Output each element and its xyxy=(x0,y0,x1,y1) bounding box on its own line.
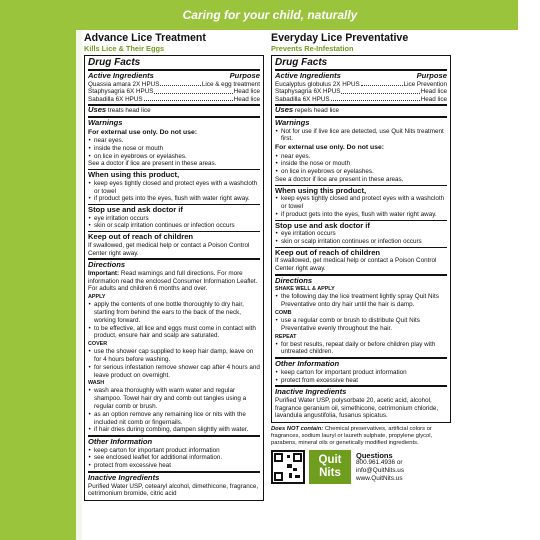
left-light-strip xyxy=(76,30,82,540)
list-item: • use a regular comb or brush to distribute Quit Nits Preventative evenly throughout the hair. xyxy=(275,317,447,333)
ingredient-row: Staphysagria 6X HPUS Head lice xyxy=(88,88,260,96)
product-title: Advance Lice Treatment xyxy=(84,32,206,44)
quit-nits-logo: Quit Nits xyxy=(309,450,351,484)
questions-label: Questions xyxy=(356,450,393,460)
right-margin xyxy=(518,0,540,540)
comb-label: COMB xyxy=(275,310,292,317)
drug-facts-heading: Drug Facts xyxy=(88,57,260,71)
keep-out-heading: Keep out of reach of children xyxy=(88,232,194,242)
keep-out-text: If swallowed, get medical help or contact a Poison Control Center right away. xyxy=(88,241,250,257)
uses-section: Uses treats head lice xyxy=(88,105,151,115)
list-item: • inside the nose or mouth xyxy=(88,145,260,153)
ingredient-row: Sabadilla 6X HPUS Head lice xyxy=(88,95,260,103)
qr-code xyxy=(271,450,305,484)
product-title: Everyday Lice Preventative xyxy=(271,32,409,44)
ingredient-row: Sabadilla 6X HPUS Head lice xyxy=(275,95,447,103)
when-using-heading: When using this product, xyxy=(88,170,180,180)
see-doctor-note: See a doctor if lice are present in these areas. xyxy=(88,160,217,168)
list-item: • inside the nose or mouth xyxy=(275,160,447,168)
ingredient-row: Quassia amara 2X HPUS Lice & egg treatment xyxy=(88,80,260,88)
cover-label: COVER xyxy=(88,341,108,348)
list-item: • if product gets into the eyes, flush with water right away. xyxy=(275,211,447,219)
list-item: • apply the contents of one bottle thoroughly to dry hair, starting from behind the ears to the back of the neck, working forward. xyxy=(88,301,260,324)
list-item: • skin or scalp irritation continues or infection occurs xyxy=(88,222,260,230)
stop-use-heading: Stop use and ask doctor if xyxy=(88,205,183,215)
treatment-column xyxy=(84,33,264,501)
inactive-text: Purified Water USP, cetearyl alcohol, dimethicone, fragrance, cetrimonium bromide, citric acid xyxy=(88,482,259,498)
stop-use-heading: Stop use and ask doctor if xyxy=(275,220,370,230)
list-item: • if hair dries during combing, dampen slightly with water. xyxy=(88,426,260,434)
inactive-heading: Inactive Ingredients xyxy=(88,473,160,483)
brand-footer xyxy=(271,450,451,484)
external-use-note: For external use only. Do not use: xyxy=(275,144,385,152)
drug-facts-heading: Drug Facts xyxy=(275,57,447,71)
list-item: • protect from excessive heat xyxy=(275,377,447,385)
preventative-column xyxy=(271,33,451,484)
list-item: • for serious infestation remove shower cap after 4 hours and leave product on overnight. xyxy=(88,364,260,380)
does-not-contain-note: Does NOT contain: Chemical preservatives, artificial colors or fragrances, sodium lauryl or laureth sulphate, propylene glycol, parabens, mineral oils or genetically modified ingredients. xyxy=(271,426,433,447)
tagline: Caring for your child, naturally xyxy=(182,8,358,22)
email-address: info@QuitNits.us xyxy=(356,467,405,475)
keep-out-heading: Keep out of reach of children xyxy=(275,247,381,257)
list-item: • Not for use if live lice are detected, use Quit Nits treatment first. xyxy=(275,128,447,144)
ingredient-row: Staphysagria 6X HPUS Head lice xyxy=(275,88,447,96)
warnings-heading: Warnings xyxy=(275,118,310,128)
list-item: • see enclosed leaflet for additional information. xyxy=(88,454,260,462)
purpose-heading: Purpose xyxy=(229,71,260,80)
list-item: • if product gets into the eyes, flush with water right away. xyxy=(88,195,260,203)
directions-important: Important: Read warnings and full directions. For more information read the enclosed Consumer Information Leaflet. For adults and children 6 months and over. xyxy=(88,269,258,293)
list-item: • wash area thoroughly with warm water and regular shampoo. Towel hair dry and comb out tangles using a regular comb or brush. xyxy=(88,387,260,410)
ingredient-row: Eucalyptus globulus 2X HPUS Lice Prevention xyxy=(275,80,447,88)
active-header xyxy=(88,71,260,81)
see-doctor-note: See a doctor if lice are present in these areas. xyxy=(275,176,404,184)
product-subtitle: Prevents Re-Infestation xyxy=(271,44,354,53)
list-item: • keep eyes tightly closed and protect eyes with a washcloth or towel xyxy=(88,180,260,196)
list-item: • on lice in eyebrows or eyelashes. xyxy=(88,153,260,161)
wash-label: WASH xyxy=(88,380,105,387)
list-item: • near eyes. xyxy=(275,153,447,161)
directions-heading: Directions xyxy=(275,275,313,285)
shake-label: SHAKE WELL & APPLY xyxy=(275,286,335,293)
list-item: • keep eyes tightly closed and protect eyes with a washcloth or towel xyxy=(275,195,447,211)
active-ingredients-heading: Active Ingredients xyxy=(275,71,341,80)
list-item: • near eyes. xyxy=(88,137,260,145)
list-item: • to be effective, all lice and eggs must come in contact with product, ensure hair and scalp are saturated. xyxy=(88,325,260,341)
list-item: • as an option remove any remaining lice or nits with the included nit comb or fingernails. xyxy=(88,411,260,427)
list-item: • eye irritation occurs xyxy=(275,230,447,238)
directions-heading: Directions xyxy=(88,260,126,270)
warnings-heading: Warnings xyxy=(88,118,123,128)
drug-facts-box xyxy=(271,55,451,423)
other-info-heading: Other Information xyxy=(275,359,340,369)
list-item: • on lice in eyebrows or eyelashes. xyxy=(275,168,447,176)
list-item: • for best results, repeat daily or before children play with untreated children. xyxy=(275,341,447,357)
product-subtitle: Kills Lice & Their Eggs xyxy=(84,44,165,53)
other-info-heading: Other Information xyxy=(88,437,153,447)
list-item: • eye irritation occurs xyxy=(88,215,260,223)
inactive-text: Purified Water USP, polysorbate 20, acetic acid, alcohol, fragrance geranium oil, simethicone, cetrimonium chloride, lavandula angustifolia, fusanus spicatus. xyxy=(275,396,439,420)
phone-number: 800.961.4936 or xyxy=(356,459,403,467)
list-item: • protect from excessive heat xyxy=(88,462,260,470)
left-green-bar xyxy=(0,30,76,540)
drug-facts-box xyxy=(84,55,264,501)
apply-label: APPLY xyxy=(88,294,106,301)
active-ingredients-heading: Active Ingredients xyxy=(88,71,154,80)
list-item: • keep carton for important product information xyxy=(88,447,260,455)
when-using-heading: When using this product, xyxy=(275,185,367,195)
repeat-label: REPEAT xyxy=(275,333,297,340)
contact-info xyxy=(356,452,404,483)
purpose-heading: Purpose xyxy=(416,71,447,80)
list-item: • keep carton for important product information xyxy=(275,369,447,377)
uses-section: Uses repels head lice xyxy=(275,105,340,115)
list-item: • skin or scalp irritation continues or infection occurs xyxy=(275,238,447,246)
list-item: • the following day the lice treatment lightly spray Quit Nits Preventative onto dry hair until the hair is damp. xyxy=(275,293,447,309)
website: www.QuitNits.us xyxy=(356,475,403,482)
inactive-heading: Inactive Ingredients xyxy=(275,387,347,397)
keep-out-text: If swallowed, get medical help or contact a Poison Control Center right away. xyxy=(275,257,437,273)
external-use-note: For external use only. Do not use: xyxy=(88,128,198,136)
active-header xyxy=(275,71,447,81)
list-item: • use the shower cap supplied to keep hair damp, leave on for 4 hours before washing. xyxy=(88,348,260,364)
